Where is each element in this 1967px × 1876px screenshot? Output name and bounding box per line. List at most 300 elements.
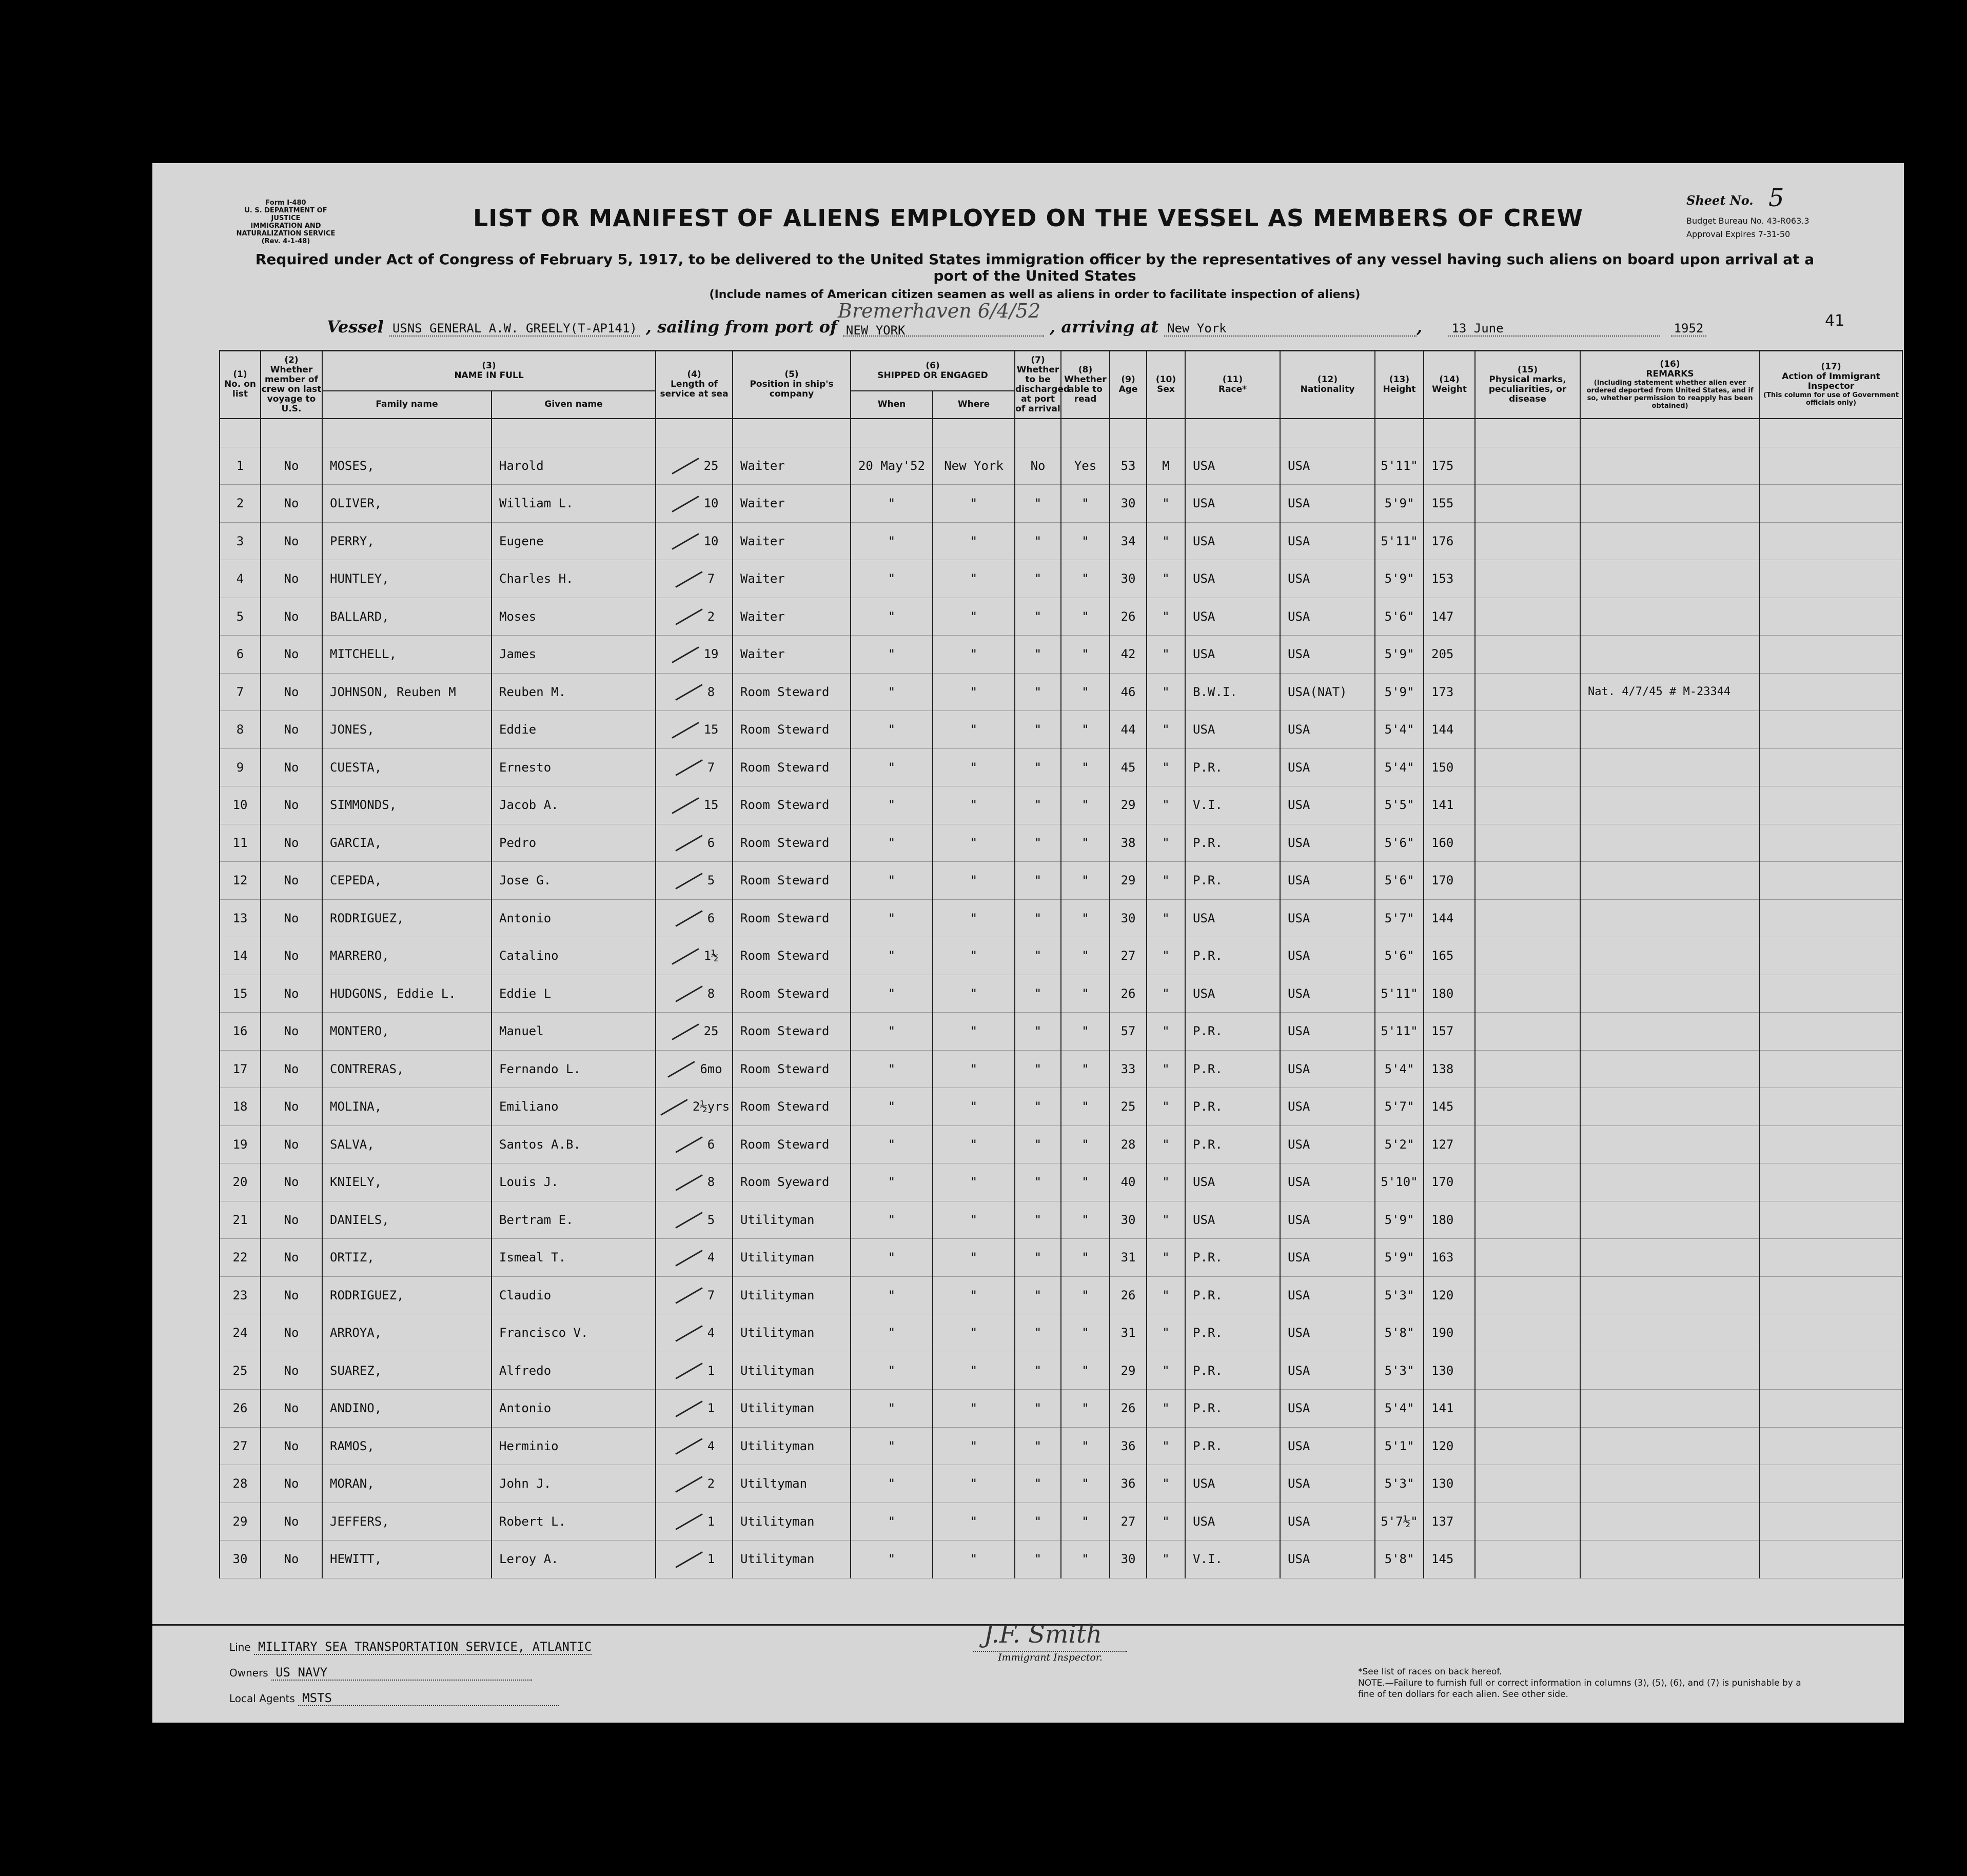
- weight-cell: 150: [1424, 748, 1475, 786]
- service-length-cell: [656, 522, 733, 560]
- position-cell: Room Steward: [733, 1050, 851, 1088]
- table-row: [220, 1390, 1902, 1428]
- race-cell: USA: [1185, 1163, 1280, 1201]
- weight-cell: 138: [1424, 1050, 1475, 1088]
- col-header-remarks: (16) REMARKS (Including statement whether alien ever ordered deported from United States, and if so, whether permission to reapply has been obtained): [1580, 351, 1760, 419]
- age-cell: 46: [1110, 673, 1147, 711]
- physical-marks-cell: [1475, 1050, 1580, 1088]
- previous-voyage-cell: No: [261, 1352, 322, 1390]
- inspector-action-cell: [1760, 1541, 1902, 1578]
- service-length-cell: [656, 1314, 733, 1352]
- position-cell: Room Steward: [733, 899, 851, 937]
- check-mark: [672, 948, 699, 965]
- race-cell: USA: [1185, 975, 1280, 1013]
- shipped-where-cell: ": [933, 1276, 1015, 1314]
- owners-label: Owners: [229, 1667, 268, 1679]
- row-number-cell: 10: [220, 786, 261, 824]
- shipped-where-cell: New York: [933, 447, 1015, 485]
- table-row: [220, 1352, 1902, 1390]
- able-to-read-cell: ": [1061, 485, 1110, 523]
- service-length-cell: [656, 1239, 733, 1277]
- age-cell: 31: [1110, 1314, 1147, 1352]
- remarks-cell: [1580, 1352, 1760, 1390]
- physical-marks-cell: [1475, 1276, 1580, 1314]
- inspector-action-cell: [1760, 1201, 1902, 1239]
- weight-cell: 170: [1424, 862, 1475, 900]
- nationality-cell: USA: [1280, 711, 1375, 749]
- race-cell: V.I.: [1185, 1541, 1280, 1578]
- able-to-read-cell: ": [1061, 1390, 1110, 1428]
- sex-cell: ": [1147, 485, 1185, 523]
- height-cell: 5'6": [1375, 598, 1424, 636]
- physical-marks-cell: [1475, 1541, 1580, 1578]
- weight-cell: 180: [1424, 975, 1475, 1013]
- given-name-cell: Moses: [491, 598, 656, 636]
- shipped-when-cell: ": [851, 1541, 933, 1578]
- row-number-cell: 18: [220, 1088, 261, 1126]
- given-name-cell: Alfredo: [491, 1352, 656, 1390]
- table-row: [220, 1201, 1902, 1239]
- previous-voyage-cell: No: [261, 937, 322, 975]
- shipped-where-cell: ": [933, 1465, 1015, 1503]
- service-length: 2: [707, 1476, 715, 1491]
- service-length-cell: [656, 1088, 733, 1126]
- physical-marks-cell: [1475, 786, 1580, 824]
- service-length: 15: [703, 722, 719, 737]
- height-cell: 5'4": [1375, 1390, 1424, 1428]
- shipped-when-cell: ": [851, 636, 933, 674]
- row-number-cell: 15: [220, 975, 261, 1013]
- weight-cell: 141: [1424, 1390, 1475, 1428]
- position-cell: Room Steward: [733, 673, 851, 711]
- inspector-action-cell: [1760, 786, 1902, 824]
- family-name-cell: CUESTA,: [322, 748, 491, 786]
- shipped-where-cell: ": [933, 748, 1015, 786]
- race-cell: P.R.: [1185, 1088, 1280, 1126]
- service-length: 1: [707, 1401, 715, 1416]
- family-name-cell: ORTIZ,: [322, 1239, 491, 1277]
- previous-voyage-cell: No: [261, 560, 322, 598]
- inspector-action-cell: [1760, 1239, 1902, 1277]
- col-header-height: (13) Height: [1375, 351, 1424, 419]
- remarks-cell: [1580, 1390, 1760, 1428]
- given-name-cell: Leroy A.: [491, 1541, 656, 1578]
- race-cell: USA: [1185, 636, 1280, 674]
- shipped-where-cell: ": [933, 1390, 1015, 1428]
- col-header-when: When: [851, 391, 933, 419]
- manifest-sheet: [152, 163, 1904, 1723]
- inspector-action-cell: [1760, 598, 1902, 636]
- sex-cell: ": [1147, 1201, 1185, 1239]
- row-number-cell: 16: [220, 1013, 261, 1051]
- given-name-cell: Ismeal T.: [491, 1239, 656, 1277]
- able-to-read-cell: ": [1061, 862, 1110, 900]
- family-name-cell: RAMOS,: [322, 1427, 491, 1465]
- table-row: [220, 899, 1902, 937]
- remarks-cell: [1580, 748, 1760, 786]
- given-name-cell: John J.: [491, 1465, 656, 1503]
- given-name-cell: Antonio: [491, 899, 656, 937]
- col-header-race: (11) Race*: [1185, 351, 1280, 419]
- sex-cell: ": [1147, 598, 1185, 636]
- row-number-cell: 4: [220, 560, 261, 598]
- family-name-cell: JOHNSON, Reuben M: [322, 673, 491, 711]
- race-cell: USA: [1185, 447, 1280, 485]
- row-number-cell: 26: [220, 1390, 261, 1428]
- crew-table: [219, 350, 1903, 1578]
- remarks-cell: [1580, 447, 1760, 485]
- able-to-read-cell: ": [1061, 786, 1110, 824]
- race-cell: USA: [1185, 711, 1280, 749]
- shipped-where-cell: ": [933, 786, 1015, 824]
- able-to-read-cell: ": [1061, 636, 1110, 674]
- position-cell: Room Steward: [733, 937, 851, 975]
- check-mark: [672, 533, 699, 550]
- table-row: [220, 824, 1902, 862]
- port-typed: NEW YORK: [845, 323, 906, 338]
- remarks-cell: [1580, 975, 1760, 1013]
- remarks-cell: [1580, 1276, 1760, 1314]
- position-cell: Utilityman: [733, 1276, 851, 1314]
- race-cell: USA: [1185, 1465, 1280, 1503]
- age-cell: 26: [1110, 598, 1147, 636]
- check-mark: [672, 458, 699, 475]
- weight-cell: 205: [1424, 636, 1475, 674]
- check-mark: [675, 1438, 702, 1455]
- table-row: [220, 711, 1902, 749]
- remarks-cell: [1580, 1163, 1760, 1201]
- previous-voyage-cell: No: [261, 1163, 322, 1201]
- row-number-cell: 22: [220, 1239, 261, 1277]
- check-mark: [672, 797, 699, 814]
- remarks-cell: [1580, 1465, 1760, 1503]
- row-number-cell: 24: [220, 1314, 261, 1352]
- given-name-cell: Fernando L.: [491, 1050, 656, 1088]
- col-header-age: (9) Age: [1110, 351, 1147, 419]
- discharged-cell: ": [1015, 711, 1061, 749]
- service-length: 6: [707, 835, 715, 850]
- race-cell: P.R.: [1185, 1050, 1280, 1088]
- sex-cell: ": [1147, 824, 1185, 862]
- nationality-cell: USA: [1280, 748, 1375, 786]
- service-length: 1½: [703, 949, 719, 963]
- age-cell: 28: [1110, 1125, 1147, 1163]
- check-mark: [675, 1325, 702, 1342]
- inspector-action-cell: [1760, 1125, 1902, 1163]
- height-cell: 5'9": [1375, 673, 1424, 711]
- given-name-cell: Claudio: [491, 1276, 656, 1314]
- inspector-action-cell: [1760, 937, 1902, 975]
- check-mark: [675, 571, 702, 588]
- physical-marks-cell: [1475, 1390, 1580, 1428]
- family-name-cell: MORAN,: [322, 1465, 491, 1503]
- previous-voyage-cell: No: [261, 1503, 322, 1541]
- nationality-cell: USA: [1280, 1163, 1375, 1201]
- row-number-cell: 27: [220, 1427, 261, 1465]
- physical-marks-cell: [1475, 673, 1580, 711]
- footer-notes: [1358, 1666, 1820, 1700]
- family-name-cell: SUAREZ,: [322, 1352, 491, 1390]
- shipped-when-cell: ": [851, 899, 933, 937]
- family-name-cell: CONTRERAS,: [322, 1050, 491, 1088]
- height-cell: 5'3": [1375, 1276, 1424, 1314]
- able-to-read-cell: ": [1061, 1276, 1110, 1314]
- check-mark: [675, 608, 702, 625]
- shipped-when-cell: ": [851, 1390, 933, 1428]
- position-cell: Room Syeward: [733, 1163, 851, 1201]
- weight-cell: 137: [1424, 1503, 1475, 1541]
- weight-cell: 127: [1424, 1125, 1475, 1163]
- discharged-cell: ": [1015, 560, 1061, 598]
- service-length: 19: [703, 647, 719, 662]
- weight-cell: 160: [1424, 824, 1475, 862]
- given-name-cell: Jacob A.: [491, 786, 656, 824]
- shipped-when-cell: ": [851, 1352, 933, 1390]
- age-cell: 36: [1110, 1465, 1147, 1503]
- service-length-cell: [656, 937, 733, 975]
- arriving-port: New York: [1164, 321, 1417, 337]
- form-number: Form I-480: [265, 199, 306, 207]
- inspector-action-cell: [1760, 862, 1902, 900]
- col-header-shipped: (6) SHIPPED OR ENGAGED: [851, 351, 1015, 391]
- physical-marks-cell: [1475, 1125, 1580, 1163]
- shipped-when-cell: ": [851, 673, 933, 711]
- shipped-where-cell: ": [933, 598, 1015, 636]
- table-row: [220, 1239, 1902, 1277]
- check-mark: [675, 1212, 702, 1229]
- given-name-cell: Francisco V.: [491, 1314, 656, 1352]
- service-length-cell: [656, 1541, 733, 1578]
- col-header-physical: (15) Physical marks, peculiarities, or disease: [1475, 351, 1580, 419]
- table-row: [220, 1427, 1902, 1465]
- age-cell: 30: [1110, 1201, 1147, 1239]
- able-to-read-cell: ": [1061, 975, 1110, 1013]
- inspector-action-cell: [1760, 1163, 1902, 1201]
- weight-cell: 173: [1424, 673, 1475, 711]
- service-length: 8: [707, 986, 715, 1001]
- sex-cell: M: [1147, 447, 1185, 485]
- age-cell: 26: [1110, 975, 1147, 1013]
- shipped-when-cell: ": [851, 560, 933, 598]
- weight-cell: 163: [1424, 1239, 1475, 1277]
- row-number-cell: 19: [220, 1125, 261, 1163]
- service-length: 10: [703, 534, 719, 548]
- remarks-cell: [1580, 1541, 1760, 1578]
- age-cell: 26: [1110, 1276, 1147, 1314]
- remarks-cell: [1580, 560, 1760, 598]
- previous-voyage-cell: No: [261, 1541, 322, 1578]
- table-row: [220, 560, 1902, 598]
- family-name-cell: MITCHELL,: [322, 636, 491, 674]
- sex-cell: ": [1147, 636, 1185, 674]
- family-name-cell: SIMMONDS,: [322, 786, 491, 824]
- given-name-cell: Santos A.B.: [491, 1125, 656, 1163]
- physical-marks-cell: [1475, 560, 1580, 598]
- nationality-cell: USA: [1280, 786, 1375, 824]
- previous-voyage-cell: No: [261, 1390, 322, 1428]
- family-name-cell: GARCIA,: [322, 824, 491, 862]
- previous-voyage-cell: No: [261, 824, 322, 862]
- age-cell: 42: [1110, 636, 1147, 674]
- height-cell: 5'11": [1375, 447, 1424, 485]
- position-cell: Room Steward: [733, 748, 851, 786]
- owners-value: US NAVY: [271, 1665, 532, 1681]
- shipped-when-cell: ": [851, 786, 933, 824]
- weight-cell: 175: [1424, 447, 1475, 485]
- remarks-cell: [1580, 1427, 1760, 1465]
- age-cell: 40: [1110, 1163, 1147, 1201]
- position-cell: Waiter: [733, 522, 851, 560]
- shipped-when-cell: ": [851, 1427, 933, 1465]
- family-name-cell: JONES,: [322, 711, 491, 749]
- nationality-cell: USA: [1280, 1503, 1375, 1541]
- sex-cell: ": [1147, 1352, 1185, 1390]
- weight-cell: 180: [1424, 1201, 1475, 1239]
- check-mark: [668, 1061, 695, 1078]
- age-cell: 27: [1110, 937, 1147, 975]
- nationality-cell: USA: [1280, 560, 1375, 598]
- shipped-when-cell: ": [851, 711, 933, 749]
- race-cell: USA: [1185, 598, 1280, 636]
- sex-cell: ": [1147, 1427, 1185, 1465]
- age-cell: 38: [1110, 824, 1147, 862]
- shipped-where-cell: ": [933, 1239, 1015, 1277]
- table-row: [220, 975, 1902, 1013]
- sex-cell: ": [1147, 862, 1185, 900]
- position-cell: Waiter: [733, 447, 851, 485]
- able-to-read-cell: ": [1061, 1125, 1110, 1163]
- physical-marks-cell: [1475, 1427, 1580, 1465]
- given-name-cell: Eddie: [491, 711, 656, 749]
- discharged-cell: ": [1015, 1163, 1061, 1201]
- discharged-cell: ": [1015, 1013, 1061, 1051]
- discharged-cell: ": [1015, 1503, 1061, 1541]
- weight-cell: 190: [1424, 1314, 1475, 1352]
- weight-cell: 141: [1424, 786, 1475, 824]
- age-cell: 25: [1110, 1088, 1147, 1126]
- able-to-read-cell: ": [1061, 1352, 1110, 1390]
- col-header-action: (17) Action of Immigrant Inspector (This column for use of Government officials only): [1760, 351, 1902, 419]
- nationality-cell: USA: [1280, 1352, 1375, 1390]
- age-cell: 36: [1110, 1427, 1147, 1465]
- inspector-action-cell: [1760, 1050, 1902, 1088]
- service-length-cell: [656, 1352, 733, 1390]
- shipped-where-cell: ": [933, 485, 1015, 523]
- remarks-cell: [1580, 522, 1760, 560]
- discharged-cell: ": [1015, 1314, 1061, 1352]
- discharged-cell: ": [1015, 1276, 1061, 1314]
- given-name-cell: James: [491, 636, 656, 674]
- service-length-cell: [656, 1276, 733, 1314]
- service-length: 15: [703, 798, 719, 813]
- family-name-cell: BALLARD,: [322, 598, 491, 636]
- table-row: [220, 1314, 1902, 1352]
- given-name-cell: Ernesto: [491, 748, 656, 786]
- col-header-where: Where: [933, 391, 1015, 419]
- previous-voyage-cell: No: [261, 636, 322, 674]
- shipped-when-cell: ": [851, 522, 933, 560]
- given-name-cell: Jose G.: [491, 862, 656, 900]
- height-cell: 5'9": [1375, 636, 1424, 674]
- service-length-cell: [656, 560, 733, 598]
- inspector-action-cell: [1760, 636, 1902, 674]
- service-length-cell: [656, 748, 733, 786]
- previous-voyage-cell: No: [261, 522, 322, 560]
- height-cell: 5'7": [1375, 1088, 1424, 1126]
- table-row: [220, 1013, 1902, 1051]
- arriving-label: , arriving at: [1050, 317, 1158, 337]
- height-cell: 5'8": [1375, 1314, 1424, 1352]
- service-length: 5: [707, 873, 715, 888]
- physical-marks-cell: [1475, 1352, 1580, 1390]
- physical-marks-cell: [1475, 862, 1580, 900]
- age-cell: 26: [1110, 1390, 1147, 1428]
- given-name-cell: Louis J.: [491, 1163, 656, 1201]
- sex-cell: ": [1147, 1503, 1185, 1541]
- col-header-given: Given name: [491, 391, 656, 419]
- able-to-read-cell: ": [1061, 1503, 1110, 1541]
- previous-voyage-cell: No: [261, 1465, 322, 1503]
- check-mark: [675, 1362, 702, 1379]
- remarks-cell: [1580, 1314, 1760, 1352]
- arrival-date: 13 June: [1448, 321, 1660, 337]
- position-cell: Utilityman: [733, 1239, 851, 1277]
- service-length: 6: [707, 1137, 715, 1152]
- family-name-cell: RODRIGUEZ,: [322, 899, 491, 937]
- service-length: 6: [707, 911, 715, 925]
- sex-cell: ": [1147, 560, 1185, 598]
- inspector-action-cell: [1760, 899, 1902, 937]
- sex-cell: ": [1147, 1125, 1185, 1163]
- service-length-cell: [656, 1465, 733, 1503]
- physical-marks-cell: [1475, 1163, 1580, 1201]
- position-cell: Utilityman: [733, 1314, 851, 1352]
- discharged-cell: ": [1015, 673, 1061, 711]
- port-field: [837, 300, 1044, 338]
- service-length-cell: [656, 824, 733, 862]
- weight-cell: 144: [1424, 711, 1475, 749]
- shipped-where-cell: ": [933, 1503, 1015, 1541]
- sex-cell: ": [1147, 1276, 1185, 1314]
- shipped-when-cell: ": [851, 748, 933, 786]
- physical-marks-cell: [1475, 937, 1580, 975]
- physical-marks-cell: [1475, 1314, 1580, 1352]
- physical-marks-cell: [1475, 899, 1580, 937]
- service-length: 1: [707, 1514, 715, 1529]
- age-cell: 57: [1110, 1013, 1147, 1051]
- height-cell: 5'11": [1375, 1013, 1424, 1051]
- sex-cell: ": [1147, 1088, 1185, 1126]
- col-header-read: (8) Whether able to read: [1061, 351, 1110, 419]
- shipped-when-cell: ": [851, 1239, 933, 1277]
- family-name-cell: MOSES,: [322, 447, 491, 485]
- remarks-cell: [1580, 1239, 1760, 1277]
- vessel-name: USNS GENERAL A.W. GREELY(T-AP141): [389, 321, 640, 337]
- height-cell: 5'7½": [1375, 1503, 1424, 1541]
- port-handwritten: Bremerhaven 6/4/52: [837, 300, 1041, 322]
- height-cell: 5'4": [1375, 748, 1424, 786]
- able-to-read-cell: ": [1061, 1427, 1110, 1465]
- family-name-cell: HUNTLEY,: [322, 560, 491, 598]
- previous-voyage-cell: No: [261, 748, 322, 786]
- nationality-cell: USA: [1280, 522, 1375, 560]
- service-length-cell: [656, 975, 733, 1013]
- discharged-cell: ": [1015, 824, 1061, 862]
- height-cell: 5'7": [1375, 899, 1424, 937]
- row-number-cell: 25: [220, 1352, 261, 1390]
- page-title: LIST OR MANIFEST OF ALIENS EMPLOYED ON THE VESSEL AS MEMBERS OF CREW: [473, 204, 1583, 232]
- check-mark: [675, 1136, 702, 1153]
